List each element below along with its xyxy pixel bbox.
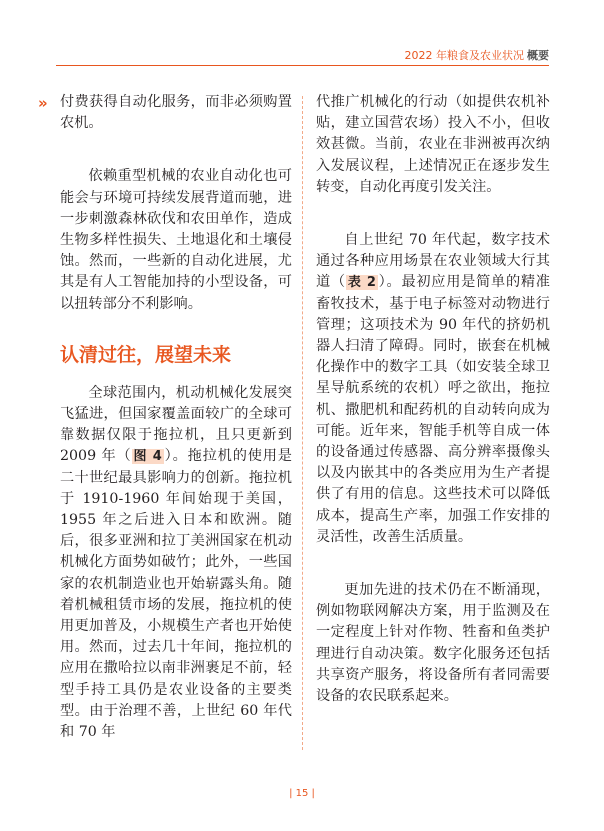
report-title: 2022 年粮食及农业状况 <box>404 49 524 62</box>
section-label: 概要 <box>527 49 549 62</box>
page-number: | 15 | <box>289 788 315 799</box>
left-column <box>38 92 292 743</box>
running-header <box>0 49 549 63</box>
double-chevron-right-icon: » <box>38 94 48 112</box>
paragraph-text: 自上世纪 70 年代起，数字技术通过各种应用场景在农业领域大行其道（ <box>316 232 550 291</box>
column-divider <box>302 96 303 750</box>
figure-reference-link[interactable]: 图 4 <box>133 449 162 465</box>
bullet-item <box>38 92 292 134</box>
paragraph-advanced-technology: 更加先进的技术仍在不断涌现，例如物联网解决方案，用于监测及在一定程度上针对作物、牲畜和鱼类护理进行自动决策。数字化服务还包括共享资产服务，将设备所有者同需要设备的农民联系起来。 <box>316 582 550 705</box>
paragraph-mechanization-history <box>60 383 292 743</box>
header-rule <box>56 65 549 66</box>
paragraph-text: ）。拖拉机的使用是二十世纪最具影响力的创新。拖拉机于 1910-1960 年间始现于美国，1955 年之后进入日本和欧洲。随后，很多亚洲和拉丁美洲国家在机动机械化方面势如破竹；此外，一些国家的农机制造业也开始崭露头角。随着机械租赁市场的发展，拖拉机的使用更加普及，小规模生产者也开始使用。然而，过去几十年间，拖拉机的应用在撒哈拉以南非洲裹足不前，轻型手持工具仍是农业设备的主要类型。由于治理不善，上世纪 60 年代和 70 年 <box>60 448 292 741</box>
paragraph-text: 全球范围内，机动机械化发展突飞猛进，但国家覆盖面较广的全球可靠数据仅限于拖拉机，且只更新到 2009 年（ <box>60 384 292 465</box>
paragraph-digital-technology <box>316 230 550 548</box>
paragraph-text: ）。最初应用是简单的精准畜牧技术，基于电子标签对动物进行管理；这项技术为 90 年代的挤奶机器人扫清了障碍。同时，嵌套在机械化操作中的数字工具（如安装全球卫星导航系统的农机）呼之欲出，拖拉机、撒肥机和配药机的自动转向成为可能。近年来，智能手机等自成一体的设备通过传感器、高分辨率摄像头以及内嵌其中的各类应用为生产者提供了有用的信息。这些技术可以降低成本，提高生产率，加强工作安排的灵活性，改善生活质量。 <box>316 274 550 545</box>
paragraph-mechanization-continued: 代推广机械化的行动（如提供农机补贴，建立国营农场）投入不小，但收效甚微。当前，农业在非洲被再次纳入发展议程，上述情况正在逐步发生转变，自动化再度引发关注。 <box>316 94 550 195</box>
table-reference-link[interactable]: 表 2 <box>347 275 376 291</box>
paragraph-automation-environment: 依赖重型机械的农业自动化也可能会与环境可持续发展背道而驰，进一步刺激森林砍伐和农田单作，造成生物多样性损失、土地退化和土壤侵蚀。然而，一些新的自动化进展，尤其是有人工智能加持的小型设备，可以扭转部分不利影响。 <box>60 168 292 312</box>
bullet-text: 付费获得自动化服务，而非必须购置农机。 <box>60 94 292 132</box>
section-heading: 认清过往，展望未来 <box>60 343 232 366</box>
right-column <box>316 92 550 707</box>
